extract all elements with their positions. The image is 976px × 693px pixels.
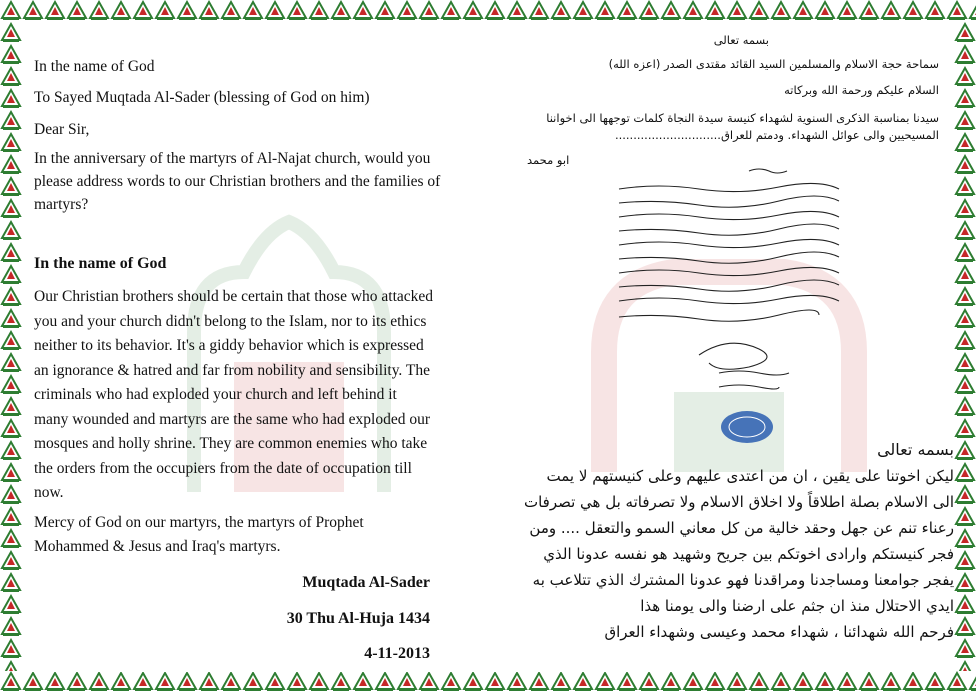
request-text: In the anniversary of the martyrs of Al-Najat church, would you please address words to our Christian brothers and the families of martyrs? (34, 150, 441, 213)
greeting: In the name of God (34, 58, 155, 75)
border-right (954, 22, 976, 671)
reply-body: Our Christian brothers should be certain that those who attacked you and your church didn't belong to the Islam, nor to its ethics neither to its behavior. It's a giddy behavior which is expressed an ignorance & hatred and far from nobility and sensibility. The criminals who had exploded your church and left behind it many wounded and martyrs are the same who had exploded our mosques and holly shrine. They are common enemies who take the orders from the occupiers from the date of occupation till now. (34, 288, 434, 501)
signature-name: Muqtada Al-Sader (302, 574, 430, 591)
reply-heading: In the name of God (34, 255, 167, 272)
ar-reply-body: ليكن اخوتنا على يقين ، ان من اعتدى عليهم وعلى كنيستهم لا يمت الى الاسلام بصلة اطلاقاً ولا اخلاق الاسلام ولا تصرفاته بل هي تصرفات رعناء تنم عن جهل وحقد خالية من كل معاني السمو والتعقل .... ومن فجر كنيستكم وارادى اخوتكم بين جريح وشهيد هو نفسه عدونا الذي يفجر جوامعنا ومساجدنا ومراقدنا فهو عدونا المشترك الذي تتلاعب به ايدي الاحتلال منذ ان جثم على ارضنا والى يومنا هذا (523, 467, 954, 615)
ar-addressee: سماحة حجة الاسلام والمسلمين السيد القائد مقتدى الصدر (اعزه الله) (608, 57, 939, 71)
addressee: To Sayed Muqtada Al-Sader (blessing of God on him) (34, 89, 370, 106)
signature-hijri-date: 30 Thu Al-Huja 1434 (286, 610, 430, 627)
letter-page (24, 22, 952, 672)
ar-basmala: بسمه تعالى (713, 33, 769, 47)
border-top (0, 0, 976, 22)
signature-date: 4-11-2013 (364, 645, 430, 662)
arabic-reply (522, 437, 954, 645)
ar-salam: السلام عليكم ورحمة الله وبركاته (784, 83, 939, 97)
ar-request: سيدنا بمناسبة الذكرى السنوية لشهداء كنيسة سيدة النجاة كلمات توجهها الى اخواننا المسيحيين والى عوائل الشهداء. ودمتم للعراق............................. (546, 111, 939, 142)
handwritten-reply-image (609, 167, 859, 447)
ar-reply-closing: فرحم الله شهدائنا ، شهداء محمد وعيسى وشهداء العراق (604, 623, 954, 641)
border-left (0, 22, 22, 671)
border-bottom (0, 671, 976, 693)
reply-closing: Mercy of God on our martyrs, the martyrs of Prophet Mohammed & Jesus and Iraq's martyrs. (34, 514, 364, 555)
ar-reply-heading: بسمه تعالى (877, 440, 954, 459)
salutation: Dear Sir, (34, 121, 90, 138)
ar-sender: ابو محمد (527, 153, 570, 167)
